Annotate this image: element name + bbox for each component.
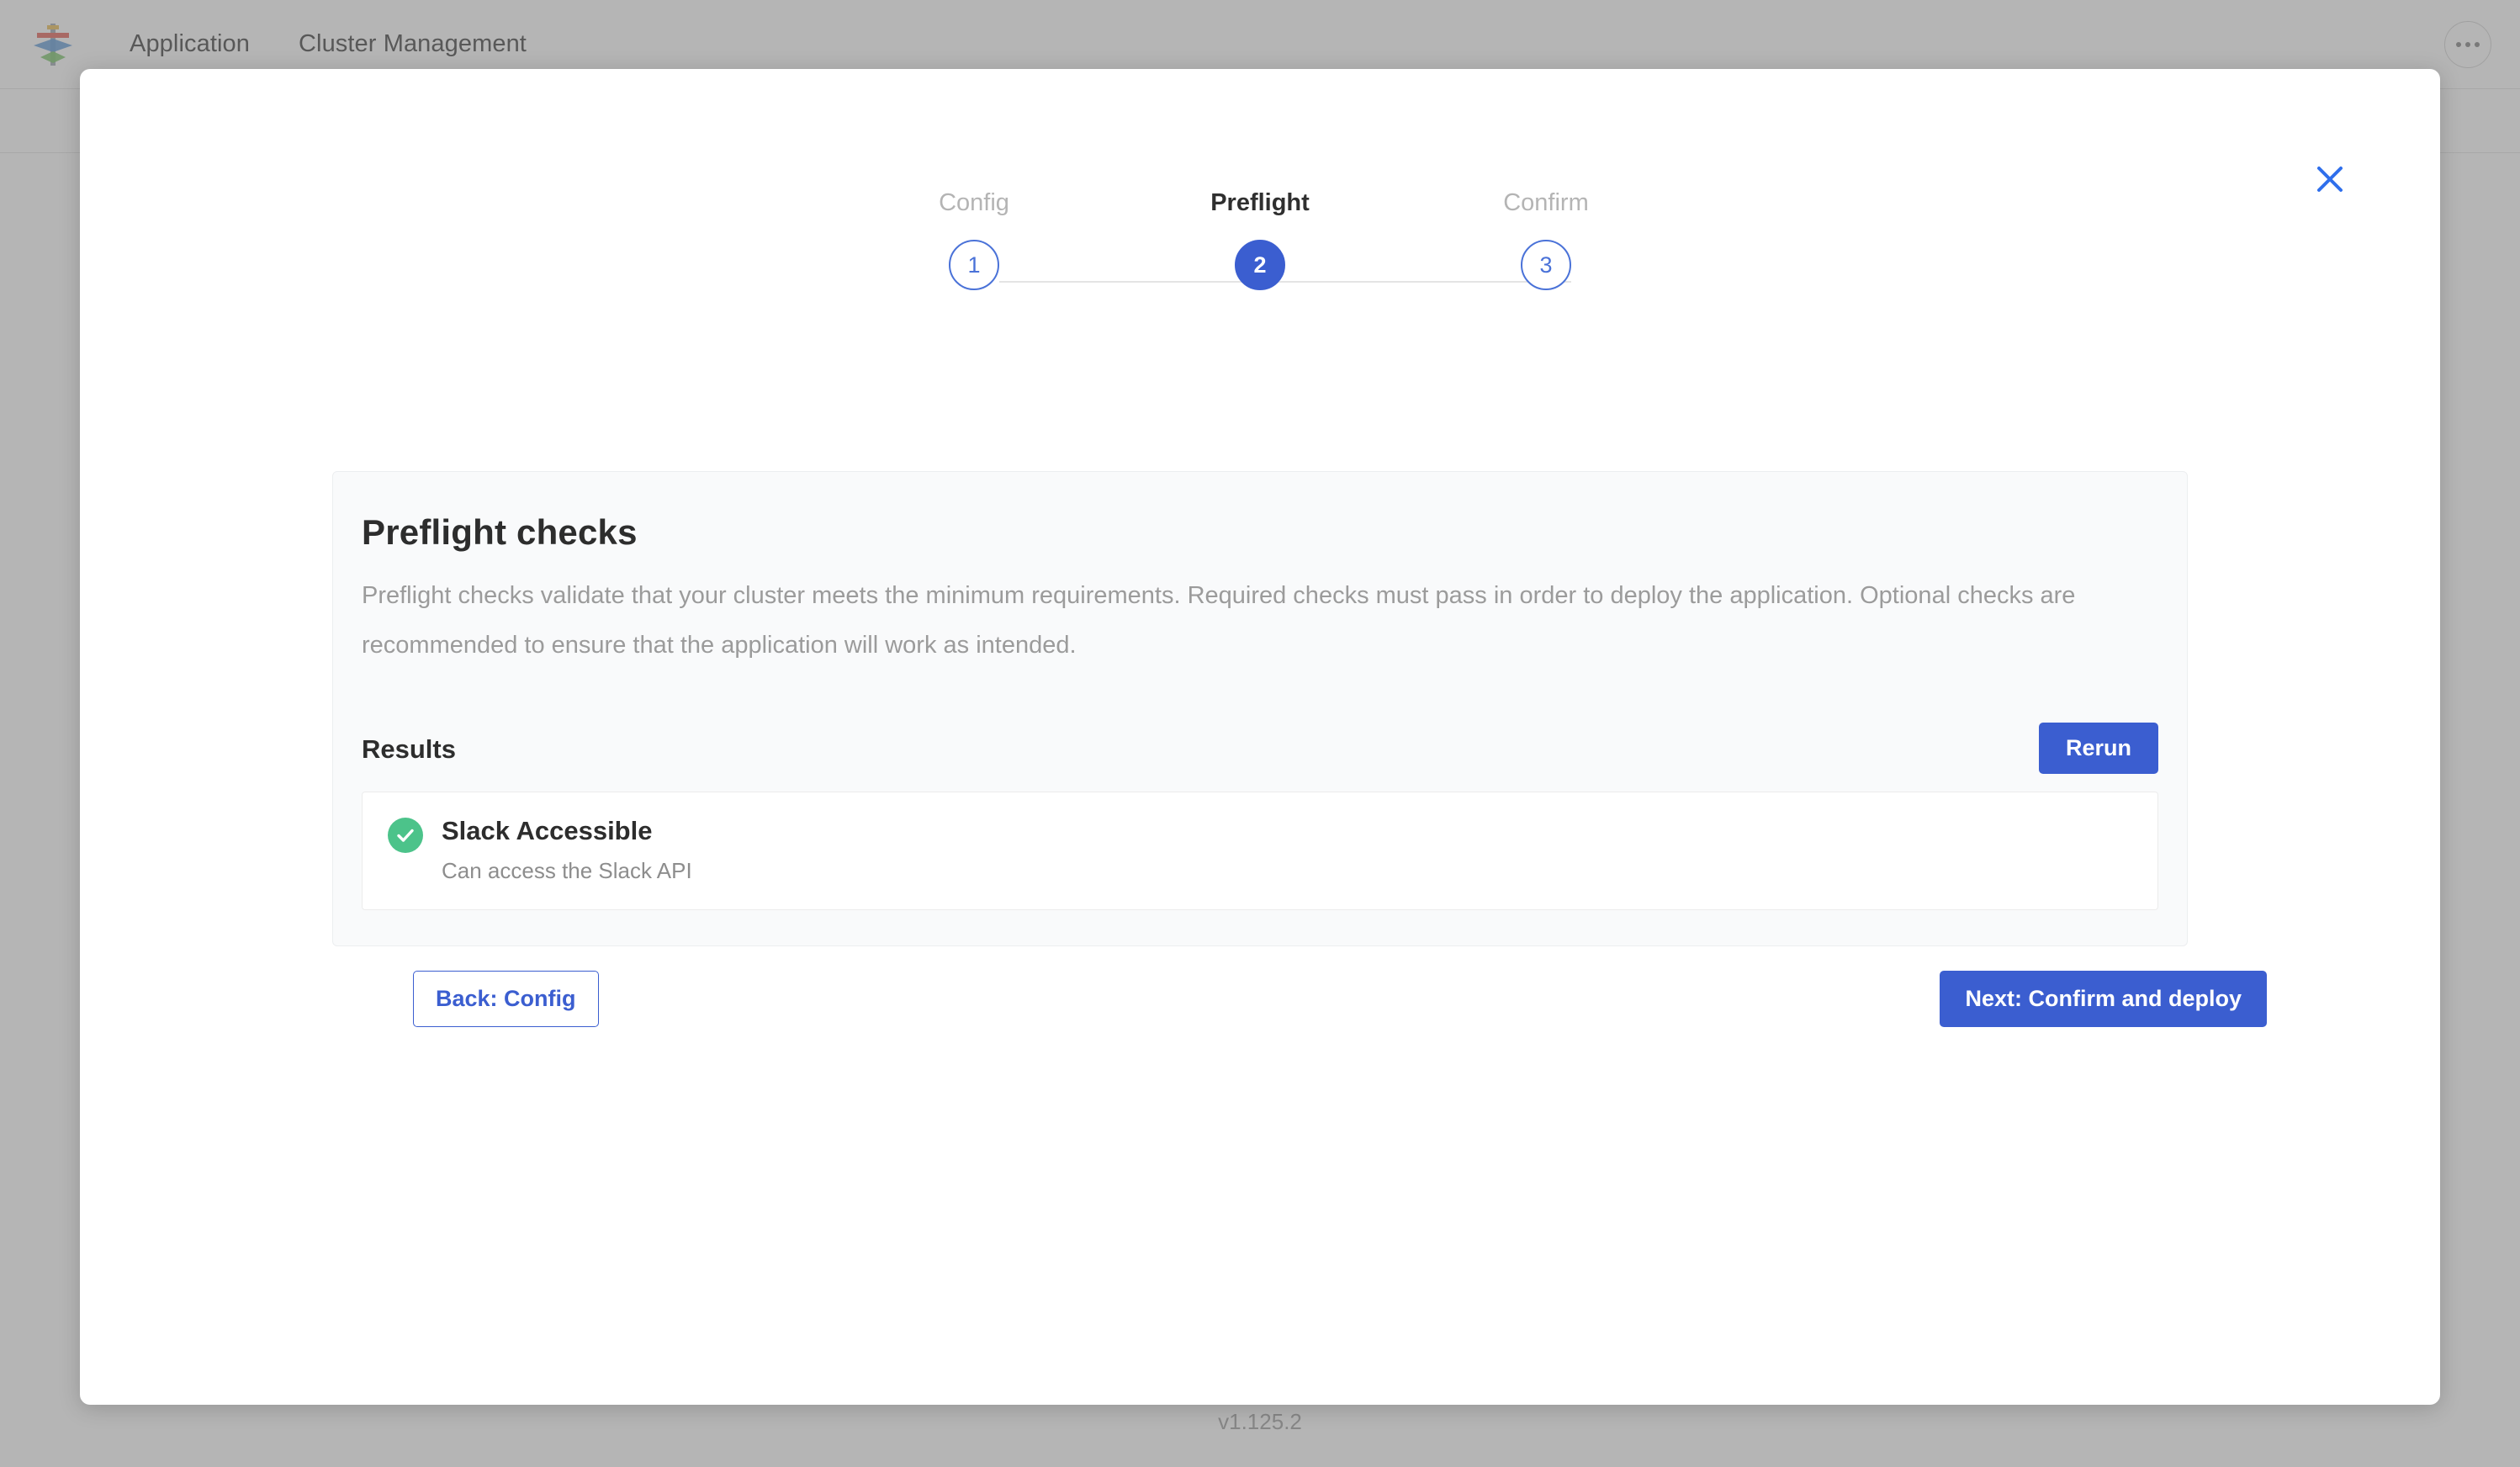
stepper-step-confirm[interactable] [1462,188,1630,290]
back-config-button[interactable]: Back: Config [413,971,599,1027]
stepper-step-config[interactable] [890,188,1058,290]
stepper-step-confirm-label: Confirm [1503,189,1589,216]
preflight-modal [80,69,2440,1405]
results-header [362,723,2158,786]
preflight-description: Preflight checks validate that your cluster meets the minimum requirements. Required checks must pass in order to deploy the application. Optional checks are recommended to ensure that the application will work as intended. [362,582,2076,659]
preflight-panel [332,471,2188,946]
modal-footer [332,971,2242,1046]
stepper-step-config-number: 1 [949,240,999,290]
check-text [442,814,692,884]
list-item [362,792,2158,910]
preflight-check-list [362,792,2158,910]
check-name: Slack Accessible [442,816,653,845]
wizard-stepper [80,188,2440,298]
stepper-step-confirm-number: 3 [1521,240,1571,290]
stepper-step-preflight-number: 2 [1235,240,1285,290]
page-title: Preflight checks [362,512,638,552]
stepper-step-preflight-label: Preflight [1210,189,1310,216]
stepper-step-preflight[interactable] [1176,188,1344,290]
next-confirm-deploy-button[interactable]: Next: Confirm and deploy [1940,971,2267,1027]
stepper-step-config-label: Config [939,189,1009,216]
results-label: Results [362,734,456,764]
check-circle-icon [388,818,423,853]
check-description: Can access the Slack API [442,858,692,883]
rerun-button[interactable]: Rerun [2039,723,2158,774]
